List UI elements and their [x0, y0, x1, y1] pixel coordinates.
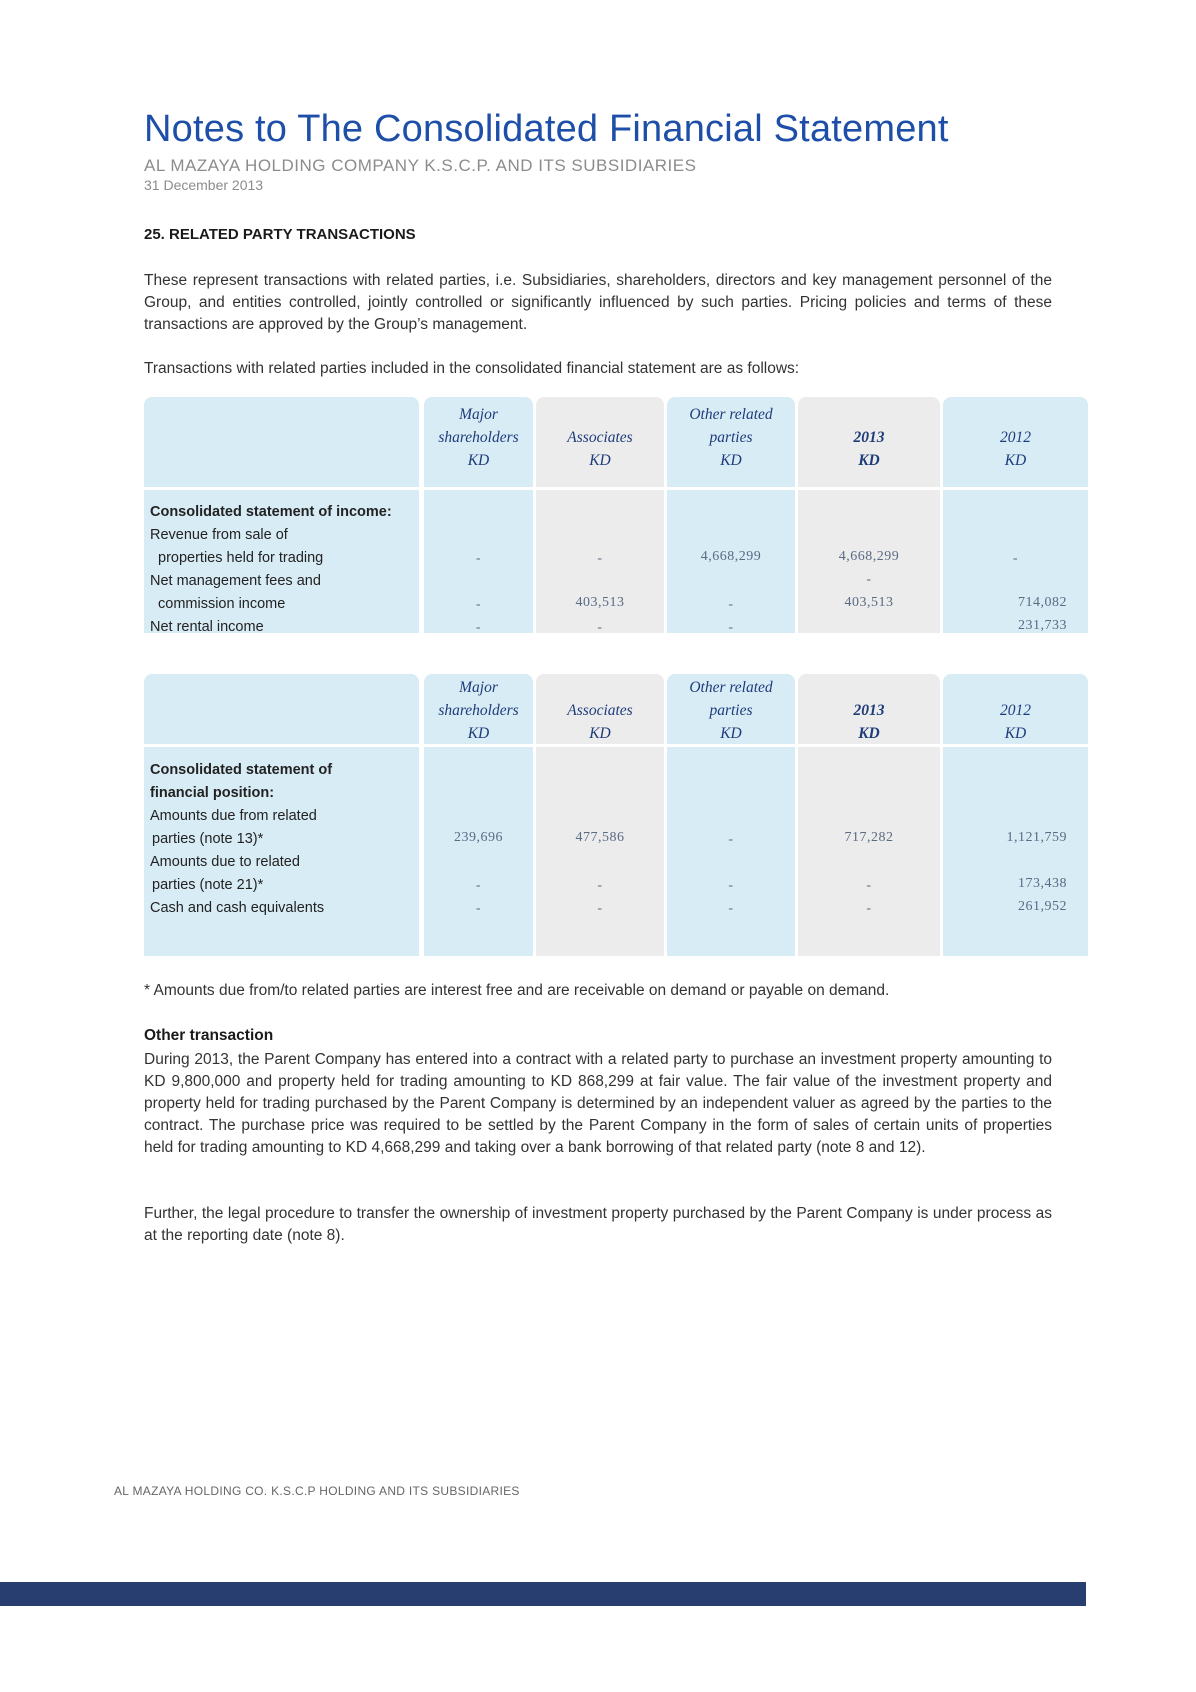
table-cell: - — [728, 620, 734, 635]
table-cell: 261,952 — [1018, 899, 1067, 914]
table-cell: 231,733 — [1018, 618, 1067, 633]
page-title: Notes to The Consolidated Financial Statement — [144, 108, 949, 150]
table-cell: - — [728, 878, 734, 893]
table-cell: - — [597, 620, 603, 635]
header-2013: 2013 KD — [853, 429, 885, 469]
row-label: Net management fees and — [150, 573, 321, 589]
row-label: Amounts due to related — [150, 854, 300, 870]
table-cell: - — [866, 901, 872, 916]
header-associates: Associates KD — [567, 702, 633, 742]
section-heading: 25. RELATED PARTY TRANSACTIONS — [144, 226, 416, 243]
table-cell: 477,586 — [575, 830, 625, 845]
intro-paragraph: These represent transactions with related parties, i.e. Subsidiaries, shareholders, directors and key management personnel of the Group, and entities controlled, jointly controlled or significantly influenced by such parties. Pricing policies and terms of these transactions are approved by the Group’s management. — [144, 272, 1052, 333]
table-cell: - — [1012, 551, 1019, 566]
table-cell: 714,082 — [1018, 595, 1067, 610]
header-associates: Associates KD — [567, 429, 633, 469]
table-cell: - — [475, 551, 482, 566]
row-label: Revenue from sale of — [150, 527, 288, 543]
header-2013: 2013 KD — [853, 702, 885, 742]
footnote: * Amounts due from/to related parties are interest free and are receivable on demand or payable on demand. — [144, 982, 890, 999]
header-2012: 2012 KD — [1000, 702, 1031, 742]
table-cell: - — [597, 551, 603, 566]
row-label: Cash and cash equivalents — [150, 900, 325, 916]
other-transaction-heading: Other transaction — [144, 1027, 274, 1044]
table-cell: - — [475, 901, 482, 916]
position-section-label: Consolidated statement of — [150, 762, 333, 778]
table-cell: - — [475, 620, 482, 635]
table-cell: 403,513 — [844, 595, 894, 610]
table-cell: - — [866, 878, 872, 893]
header-major: Major shareholders KD — [438, 679, 519, 742]
financial-position-table — [144, 674, 1088, 956]
income-section-label: Consolidated statement of income: — [150, 504, 392, 520]
table-cell: 717,282 — [844, 830, 894, 845]
position-section-label: financial position: — [150, 785, 275, 801]
further-paragraph: Further, the legal procedure to transfer the ownership of investment property purchased by the Parent Company is under process as at the reporting date (note 8). — [144, 1205, 1052, 1244]
header-2012: 2012 KD — [1000, 429, 1031, 469]
table-cell: 4,668,299 — [838, 549, 900, 564]
footer-bar — [0, 1582, 1086, 1606]
income-table — [144, 397, 1088, 633]
header-other: Other related parties KD — [689, 406, 773, 469]
table-cell: - — [475, 597, 482, 612]
table-cell: - — [728, 597, 734, 612]
table-cell: - — [475, 878, 482, 893]
row-label: properties held for trading — [158, 550, 324, 566]
row-label: parties (note 13)* — [152, 831, 264, 847]
table-cell: 1,121,759 — [1006, 830, 1067, 845]
table-cell: 4,668,299 — [700, 549, 762, 564]
table-cell: - — [728, 901, 734, 916]
table-cell: 403,513 — [575, 595, 625, 610]
row-label: Net rental income — [150, 619, 264, 635]
transactions-intro: Transactions with related parties included in the consolidated financial statement are as follows: — [144, 360, 800, 377]
header-divider — [144, 487, 1088, 490]
footer-text: AL MAZAYA HOLDING CO. K.S.C.P HOLDING AND ITS SUBSIDIARIES — [114, 1484, 520, 1498]
row-label: Amounts due from related — [150, 808, 317, 824]
row-label: parties (note 21)* — [152, 877, 264, 893]
other-transaction-paragraph: During 2013, the Parent Company has entered into a contract with a related party to purchase an investment property amounting to KD 9,800,000 and property held for trading amounting to KD 868,299 at fair value. The fair value of the investment property and property held for trading purchased by the Parent Company is determined by an independent valuer as agreed by the parties to the contract. The purchase price was required to be settled by the Parent Company in the form of sales of certain units of properties held for trading amounting to KD 4,668,299 and taking over a bank borrowing of that related party (note 8 and 12). — [144, 1051, 1052, 1156]
table-cell: - — [597, 878, 603, 893]
table-cell: - — [597, 901, 603, 916]
company-name: AL MAZAYA HOLDING COMPANY K.S.C.P. AND ITS SUBSIDIARIES — [144, 156, 697, 175]
table-cell: - — [866, 572, 872, 587]
row-label: commission income — [158, 596, 286, 612]
header-other: Other related parties KD — [689, 679, 773, 742]
header-major: Major shareholders KD — [438, 406, 519, 469]
table-cell: 173,438 — [1018, 876, 1067, 891]
table-cell: 239,696 — [454, 830, 503, 845]
table-cell: - — [728, 832, 734, 847]
statement-date: 31 December 2013 — [144, 177, 264, 193]
